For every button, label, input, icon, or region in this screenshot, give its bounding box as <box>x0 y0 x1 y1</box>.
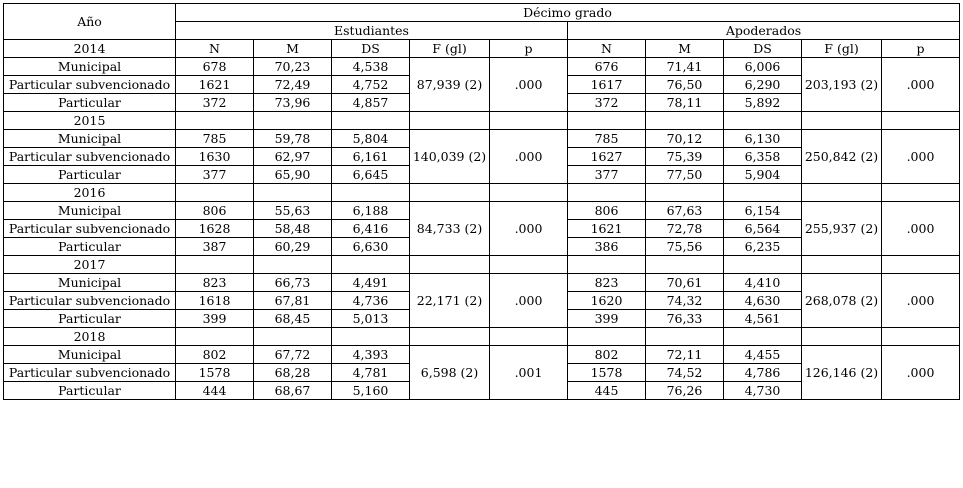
guardians-mean: 74,32 <box>646 292 724 310</box>
year-row <box>4 40 960 58</box>
empty-cell <box>724 328 802 346</box>
guardians-f-value: 268,078 (2) <box>802 274 882 328</box>
empty-cell <box>802 184 882 202</box>
students-f-value: 6,598 (2) <box>410 346 490 400</box>
year-row <box>4 184 960 202</box>
guardians-f-value: 203,193 (2) <box>802 58 882 112</box>
table-row <box>4 202 960 220</box>
empty-cell <box>490 112 568 130</box>
empty-cell <box>802 256 882 274</box>
students-n: 1621 <box>176 76 254 94</box>
empty-cell <box>176 256 254 274</box>
students-sd: 4,781 <box>332 364 410 382</box>
students-sd: 6,416 <box>332 220 410 238</box>
students-n: 823 <box>176 274 254 292</box>
guardians-sd: 6,235 <box>724 238 802 256</box>
column-header: F (gl) <box>410 40 490 58</box>
students-sd: 4,538 <box>332 58 410 76</box>
school-type-label: Municipal <box>4 58 176 76</box>
empty-cell <box>332 328 410 346</box>
guardians-mean: 71,41 <box>646 58 724 76</box>
empty-cell <box>254 184 332 202</box>
students-sd: 6,188 <box>332 202 410 220</box>
guardians-n: 823 <box>568 274 646 292</box>
guardians-sd: 5,904 <box>724 166 802 184</box>
table-row <box>4 58 960 76</box>
students-f-value: 22,171 (2) <box>410 274 490 328</box>
students-mean: 66,73 <box>254 274 332 292</box>
guardians-sd: 4,410 <box>724 274 802 292</box>
students-n: 372 <box>176 94 254 112</box>
guardians-n: 445 <box>568 382 646 400</box>
students-mean: 59,78 <box>254 130 332 148</box>
guardians-n: 1617 <box>568 76 646 94</box>
guardians-p-value: .000 <box>882 346 960 400</box>
school-type-label: Particular <box>4 94 176 112</box>
school-type-label: Particular <box>4 166 176 184</box>
guardians-mean: 70,12 <box>646 130 724 148</box>
guardians-n: 372 <box>568 94 646 112</box>
students-mean: 70,23 <box>254 58 332 76</box>
guardians-mean: 75,56 <box>646 238 724 256</box>
guardians-f-value: 250,842 (2) <box>802 130 882 184</box>
guardians-mean: 76,26 <box>646 382 724 400</box>
column-header: M <box>646 40 724 58</box>
school-type-label: Particular subvencionado <box>4 76 176 94</box>
students-mean: 68,28 <box>254 364 332 382</box>
empty-cell <box>410 184 490 202</box>
students-n: 1628 <box>176 220 254 238</box>
empty-cell <box>882 256 960 274</box>
column-header: p <box>882 40 960 58</box>
guardians-n: 386 <box>568 238 646 256</box>
students-sd: 5,013 <box>332 310 410 328</box>
year-label: 2018 <box>4 328 176 346</box>
guardians-f-value: 126,146 (2) <box>802 346 882 400</box>
guardians-p-value: .000 <box>882 274 960 328</box>
empty-cell <box>254 112 332 130</box>
guardians-mean: 67,63 <box>646 202 724 220</box>
students-mean: 65,90 <box>254 166 332 184</box>
students-n: 1578 <box>176 364 254 382</box>
students-mean: 60,29 <box>254 238 332 256</box>
school-type-label: Municipal <box>4 202 176 220</box>
year-row <box>4 328 960 346</box>
empty-cell <box>176 112 254 130</box>
guardians-sd: 6,290 <box>724 76 802 94</box>
column-header: F (gl) <box>802 40 882 58</box>
guardians-sd: 4,730 <box>724 382 802 400</box>
guardians-sd: 4,630 <box>724 292 802 310</box>
empty-cell <box>332 112 410 130</box>
table-row <box>4 346 960 364</box>
guardians-n: 1620 <box>568 292 646 310</box>
year-row <box>4 112 960 130</box>
empty-cell <box>724 184 802 202</box>
guardians-mean: 75,39 <box>646 148 724 166</box>
empty-cell <box>568 184 646 202</box>
guardians-mean: 74,52 <box>646 364 724 382</box>
school-type-label: Particular subvencionado <box>4 364 176 382</box>
students-n: 678 <box>176 58 254 76</box>
students-mean: 62,97 <box>254 148 332 166</box>
students-n: 785 <box>176 130 254 148</box>
empty-cell <box>724 112 802 130</box>
guardians-mean: 77,50 <box>646 166 724 184</box>
empty-cell <box>332 184 410 202</box>
students-mean: 68,45 <box>254 310 332 328</box>
school-type-label: Municipal <box>4 274 176 292</box>
guardians-n: 377 <box>568 166 646 184</box>
students-f-value: 84,733 (2) <box>410 202 490 256</box>
guardians-p-value: .000 <box>882 202 960 256</box>
guardians-mean: 72,78 <box>646 220 724 238</box>
empty-cell <box>410 328 490 346</box>
school-type-label: Particular <box>4 310 176 328</box>
empty-cell <box>254 328 332 346</box>
school-type-label: Particular <box>4 382 176 400</box>
empty-cell <box>724 256 802 274</box>
students-n: 802 <box>176 346 254 364</box>
guardians-sd: 6,358 <box>724 148 802 166</box>
empty-cell <box>646 112 724 130</box>
students-sd: 6,161 <box>332 148 410 166</box>
year-label: 2016 <box>4 184 176 202</box>
empty-cell <box>568 256 646 274</box>
school-type-label: Particular subvencionado <box>4 148 176 166</box>
guardians-sd: 5,892 <box>724 94 802 112</box>
students-mean: 73,96 <box>254 94 332 112</box>
students-n: 399 <box>176 310 254 328</box>
empty-cell <box>490 256 568 274</box>
column-header: N <box>568 40 646 58</box>
students-p-value: .000 <box>490 130 568 184</box>
column-header: DS <box>724 40 802 58</box>
school-type-label: Municipal <box>4 346 176 364</box>
empty-cell <box>410 112 490 130</box>
students-sd: 5,804 <box>332 130 410 148</box>
empty-cell <box>176 328 254 346</box>
empty-cell <box>568 112 646 130</box>
students-mean: 72,49 <box>254 76 332 94</box>
students-n: 387 <box>176 238 254 256</box>
empty-cell <box>646 184 724 202</box>
students-sd: 4,736 <box>332 292 410 310</box>
students-p-value: .001 <box>490 346 568 400</box>
guardians-n: 785 <box>568 130 646 148</box>
grade-header: Décimo grado <box>176 4 960 22</box>
school-type-label: Particular subvencionado <box>4 292 176 310</box>
year-row <box>4 256 960 274</box>
students-n: 1618 <box>176 292 254 310</box>
guardians-mean: 70,61 <box>646 274 724 292</box>
year-header: Año <box>4 4 176 40</box>
students-mean: 55,63 <box>254 202 332 220</box>
empty-cell <box>410 256 490 274</box>
guardians-mean: 78,11 <box>646 94 724 112</box>
guardians-mean: 72,11 <box>646 346 724 364</box>
students-n: 377 <box>176 166 254 184</box>
guardians-p-value: .000 <box>882 58 960 112</box>
empty-cell <box>254 256 332 274</box>
empty-cell <box>882 328 960 346</box>
empty-cell <box>882 184 960 202</box>
guardians-sd: 4,786 <box>724 364 802 382</box>
guardians-n: 1578 <box>568 364 646 382</box>
guardians-n: 399 <box>568 310 646 328</box>
empty-cell <box>802 112 882 130</box>
school-type-label: Particular <box>4 238 176 256</box>
guardians-n: 1621 <box>568 220 646 238</box>
guardians-n: 676 <box>568 58 646 76</box>
students-n: 444 <box>176 382 254 400</box>
students-sd: 4,752 <box>332 76 410 94</box>
students-n: 806 <box>176 202 254 220</box>
students-sd: 5,160 <box>332 382 410 400</box>
guardians-n: 1627 <box>568 148 646 166</box>
students-p-value: .000 <box>490 274 568 328</box>
empty-cell <box>646 328 724 346</box>
school-type-label: Municipal <box>4 130 176 148</box>
year-label: 2015 <box>4 112 176 130</box>
guardians-sd: 6,130 <box>724 130 802 148</box>
column-header: N <box>176 40 254 58</box>
empty-cell <box>882 112 960 130</box>
column-header: M <box>254 40 332 58</box>
students-sd: 6,645 <box>332 166 410 184</box>
table-row <box>4 130 960 148</box>
results-table <box>3 3 960 400</box>
empty-cell <box>176 184 254 202</box>
year-label: 2014 <box>4 40 176 58</box>
guardians-mean: 76,33 <box>646 310 724 328</box>
empty-cell <box>490 184 568 202</box>
guardians-sd: 6,154 <box>724 202 802 220</box>
students-header: Estudiantes <box>176 22 568 40</box>
table-row <box>4 274 960 292</box>
empty-cell <box>568 328 646 346</box>
students-mean: 68,67 <box>254 382 332 400</box>
students-mean: 67,72 <box>254 346 332 364</box>
guardians-p-value: .000 <box>882 130 960 184</box>
empty-cell <box>332 256 410 274</box>
school-type-label: Particular subvencionado <box>4 220 176 238</box>
guardians-mean: 76,50 <box>646 76 724 94</box>
students-sd: 6,630 <box>332 238 410 256</box>
guardians-n: 806 <box>568 202 646 220</box>
students-f-value: 87,939 (2) <box>410 58 490 112</box>
column-header: p <box>490 40 568 58</box>
students-sd: 4,393 <box>332 346 410 364</box>
guardians-n: 802 <box>568 346 646 364</box>
guardians-sd: 4,561 <box>724 310 802 328</box>
empty-cell <box>802 328 882 346</box>
students-n: 1630 <box>176 148 254 166</box>
students-sd: 4,857 <box>332 94 410 112</box>
empty-cell <box>490 328 568 346</box>
table-body <box>4 4 960 400</box>
guardians-header: Apoderados <box>568 22 960 40</box>
table-container <box>3 3 960 400</box>
students-mean: 67,81 <box>254 292 332 310</box>
guardians-f-value: 255,937 (2) <box>802 202 882 256</box>
students-f-value: 140,039 (2) <box>410 130 490 184</box>
year-label: 2017 <box>4 256 176 274</box>
empty-cell <box>646 256 724 274</box>
column-header: DS <box>332 40 410 58</box>
students-mean: 58,48 <box>254 220 332 238</box>
students-p-value: .000 <box>490 58 568 112</box>
students-sd: 4,491 <box>332 274 410 292</box>
guardians-sd: 6,564 <box>724 220 802 238</box>
guardians-sd: 6,006 <box>724 58 802 76</box>
guardians-sd: 4,455 <box>724 346 802 364</box>
header-row-grade <box>4 4 960 22</box>
students-p-value: .000 <box>490 202 568 256</box>
